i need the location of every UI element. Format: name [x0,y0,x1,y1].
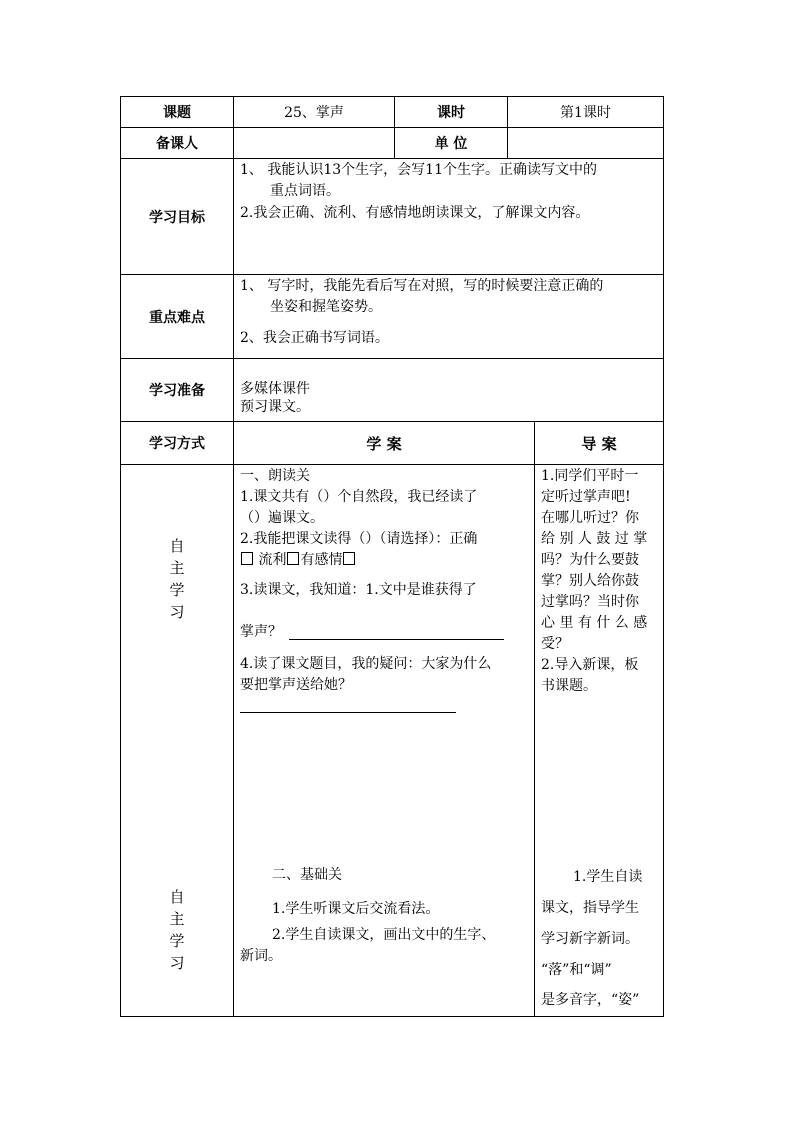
basics-point-1: 1.学生听课文后交流看法。 [272,901,440,917]
unit-label: 单 位 [394,127,508,159]
guide-plan-column [534,464,664,1017]
preparer-label: 备课人 [120,127,234,159]
emotion-checkbox[interactable] [343,552,355,565]
topic-label: 课题 [120,96,234,128]
guide-line-6: 掌？别人给你鼓 [541,573,639,589]
preparation-label: 学习准备 [120,358,234,422]
guide-plan-header: 导 案 [534,421,664,465]
correct-checkbox[interactable] [241,552,253,565]
guide-line-11: 书课题。 [541,678,597,694]
guide-line-5: 吗？为什么要鼓 [541,552,639,568]
guide-line-7: 过掌吗？当时你 [541,594,639,610]
fluent-checkbox[interactable] [287,552,299,565]
question-3b: 掌声？ [240,624,282,640]
method-header: 学习方式 [120,421,234,465]
answer-line-4[interactable] [240,712,456,713]
guide2-line-3: 学习新字新词。 [541,931,639,947]
guide2-line-4: “落”和“调” [541,962,612,978]
basics-point-2a: 2.学生自读课文，画出文中的生字、 [272,927,496,943]
objectives-label: 学习目标 [120,158,234,275]
question-4b: 要把掌声送给她？ [240,677,352,693]
guide-line-3: 在哪儿听过？你 [541,510,639,526]
guide-line-10: 2.导入新课，板 [541,657,639,673]
key-points-content [233,274,664,359]
objective-1a: 1、 我能认识13个生字，会写11个生字。正确读写文中的 [240,162,597,178]
key-points-label: 重点难点 [120,274,234,359]
guide2-line-1: 1.学生自读 [573,869,643,885]
preparer-value [233,127,395,159]
study-plan-column [233,464,535,1017]
guide-line-9: 受？ [541,636,569,652]
answer-line-3[interactable] [289,639,504,640]
unit-value [507,127,664,159]
reading-section-title: 一、朗读关 [240,468,310,484]
period-value: 第1课时 [507,96,664,128]
guide-line-4: 给 别 人 鼓 过 掌 [541,531,648,547]
question-2b: 流利 有感情 [240,550,356,570]
self-study-label-bottom: 自 主 学 习 [169,888,185,972]
method-column [120,464,234,1017]
question-1b: （）遍课文。 [240,510,324,526]
guide2-line-2: 课文，指导学生 [541,900,639,916]
question-1a: 1.课文共有（）个自然段，我已经读了 [240,489,478,505]
key-point-1b: 坐姿和握笔姿势。 [270,299,382,315]
key-point-1a: 1、 写字时，我能先看后写在对照，写的时候要注意正确的 [240,278,604,294]
basics-section-title: 二、基础关 [272,867,342,883]
objective-2: 2.我会正确、流利、有感情地朗读课文，了解课文内容。 [240,205,590,221]
preparation-content [233,358,664,422]
basics-point-2b: 新词。 [240,948,282,964]
preparation-line-1: 多媒体课件 [240,381,310,397]
key-point-2: 2、我会正确书写词语。 [240,330,389,346]
objectives-content [233,158,664,275]
period-label: 课时 [394,96,508,128]
preparation-line-2: 预习课文。 [240,399,310,415]
objective-1b: 重点词语。 [270,183,340,199]
study-plan-header: 学 案 [233,421,535,465]
guide2-line-5: 是多音字，“姿” [541,992,640,1008]
guide-line-8: 心 里 有 什 么 感 [541,615,648,631]
question-2a: 2.我能把课文读得（）（请选择）：正确 [240,531,478,547]
self-study-label-top: 自 主 学 习 [169,537,185,621]
guide-line-2: 定听过掌声吧! [541,489,631,505]
guide-line-1: 1.同学们平时一 [541,468,639,484]
topic-value: 25、掌声 [233,96,395,128]
question-3a: 3.读课文，我知道：1.文中是谁获得了 [240,582,477,598]
question-4a: 4.读了课文题目，我的疑问：大家为什么 [240,656,492,672]
